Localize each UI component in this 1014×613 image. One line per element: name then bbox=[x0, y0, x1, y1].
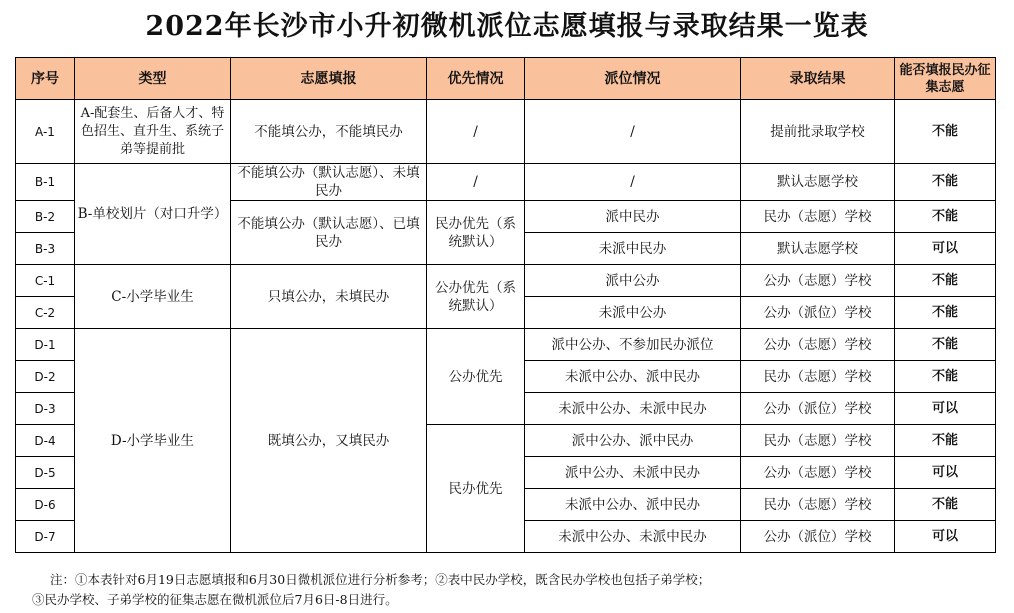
page-title: 2022年长沙市小升初微机派位志愿填报与录取结果一览表 bbox=[145, 11, 869, 42]
header-result: 录取结果 bbox=[741, 58, 895, 100]
row-can-apply: 不能 bbox=[895, 297, 996, 329]
row-lottery: 未派中公办、派中民办 bbox=[525, 489, 741, 521]
header-fill: 志愿填报 bbox=[231, 58, 427, 100]
row-lottery: / bbox=[525, 100, 741, 164]
row-priority: 公办优先 bbox=[427, 329, 525, 425]
row-can-apply: 不能 bbox=[895, 425, 996, 457]
row-can-apply: 不能 bbox=[895, 265, 996, 297]
row-type: C-小学毕业生 bbox=[75, 265, 231, 329]
row-id: D-3 bbox=[16, 393, 75, 425]
row-id: B-1 bbox=[16, 164, 75, 201]
row-priority: / bbox=[427, 164, 525, 201]
row-lottery: 未派中公办、未派中民办 bbox=[525, 393, 741, 425]
row-id: A-1 bbox=[16, 100, 75, 164]
row-can-apply: 不能 bbox=[895, 100, 996, 164]
header-lottery: 派位情况 bbox=[525, 58, 741, 100]
results-table bbox=[15, 57, 996, 553]
row-result: 民办（志愿）学校 bbox=[741, 361, 895, 393]
row-type: D-小学毕业生 bbox=[75, 329, 231, 553]
row-id: D-6 bbox=[16, 489, 75, 521]
table-row bbox=[16, 329, 996, 361]
row-result: 公办（志愿）学校 bbox=[741, 457, 895, 489]
row-can-apply: 可以 bbox=[895, 457, 996, 489]
row-result: 公办（派位）学校 bbox=[741, 393, 895, 425]
row-result: 默认志愿学校 bbox=[741, 233, 895, 265]
row-lottery: 未派中公办、未派中民办 bbox=[525, 521, 741, 553]
table-row bbox=[16, 100, 996, 164]
row-can-apply: 可以 bbox=[895, 393, 996, 425]
row-lottery: 未派中民办 bbox=[525, 233, 741, 265]
row-can-apply: 不能 bbox=[895, 201, 996, 233]
row-type: A-配套生、后备人才、特色招生、直升生、系统子弟等提前批 bbox=[75, 100, 231, 164]
row-priority: 公办优先（系统默认） bbox=[427, 265, 525, 329]
footnote-line-1: 注：①本表针对6月19日志愿填报和6月30日微机派位进行分析参考；②表中民办学校，既含民办学校也包括子弟学校； bbox=[50, 572, 711, 587]
row-result: 公办（派位）学校 bbox=[741, 297, 895, 329]
header-priority: 优先情况 bbox=[427, 58, 525, 100]
row-id: B-2 bbox=[16, 201, 75, 233]
row-fill: 既填公办，又填民办 bbox=[231, 329, 427, 553]
row-lottery: 未派中公办、派中民办 bbox=[525, 361, 741, 393]
row-can-apply: 不能 bbox=[895, 164, 996, 201]
row-result: 公办（派位）学校 bbox=[741, 521, 895, 553]
row-result: 公办（志愿）学校 bbox=[741, 265, 895, 297]
table-header-row bbox=[16, 58, 996, 100]
row-id: C-1 bbox=[16, 265, 75, 297]
row-id: D-5 bbox=[16, 457, 75, 489]
row-id: C-2 bbox=[16, 297, 75, 329]
header-can-apply: 能否填报民办征集志愿 bbox=[895, 58, 996, 100]
row-priority: 民办优先 bbox=[427, 425, 525, 553]
row-lottery: 未派中公办 bbox=[525, 297, 741, 329]
row-id: D-4 bbox=[16, 425, 75, 457]
row-can-apply: 可以 bbox=[895, 233, 996, 265]
row-result: 民办（志愿）学校 bbox=[741, 425, 895, 457]
row-priority: / bbox=[427, 100, 525, 164]
header-type: 类型 bbox=[75, 58, 231, 100]
row-id: D-2 bbox=[16, 361, 75, 393]
row-lottery: 派中公办、派中民办 bbox=[525, 425, 741, 457]
footnote-line-2: ③民办学校、子弟学校的征集志愿在微机派位后7月6日-8日进行。 bbox=[32, 592, 398, 607]
row-result: 公办（志愿）学校 bbox=[741, 329, 895, 361]
row-result: 民办（志愿）学校 bbox=[741, 201, 895, 233]
row-id: D-1 bbox=[16, 329, 75, 361]
row-lottery: 派中公办、未派中民办 bbox=[525, 457, 741, 489]
table-row bbox=[16, 265, 996, 297]
row-lottery: 派中公办、不参加民办派位 bbox=[525, 329, 741, 361]
row-id: B-3 bbox=[16, 233, 75, 265]
row-lottery: / bbox=[525, 164, 741, 201]
row-can-apply: 不能 bbox=[895, 329, 996, 361]
row-fill: 只填公办，未填民办 bbox=[231, 265, 427, 329]
row-can-apply: 不能 bbox=[895, 361, 996, 393]
header-index: 序号 bbox=[16, 58, 75, 100]
row-lottery: 派中公办 bbox=[525, 265, 741, 297]
row-result: 民办（志愿）学校 bbox=[741, 489, 895, 521]
row-fill: 不能填公办（默认志愿）、未填民办 bbox=[231, 164, 427, 201]
row-can-apply: 可以 bbox=[895, 521, 996, 553]
row-id: D-7 bbox=[16, 521, 75, 553]
row-type: B-单校划片（对口升学） bbox=[75, 164, 231, 265]
row-fill: 不能填公办（默认志愿）、已填民办 bbox=[231, 201, 427, 265]
row-result: 提前批录取学校 bbox=[741, 100, 895, 164]
row-result: 默认志愿学校 bbox=[741, 164, 895, 201]
row-fill: 不能填公办，不能填民办 bbox=[231, 100, 427, 164]
row-lottery: 派中民办 bbox=[525, 201, 741, 233]
table-row bbox=[16, 164, 996, 201]
row-can-apply: 不能 bbox=[895, 489, 996, 521]
row-priority: 民办优先（系统默认） bbox=[427, 201, 525, 265]
